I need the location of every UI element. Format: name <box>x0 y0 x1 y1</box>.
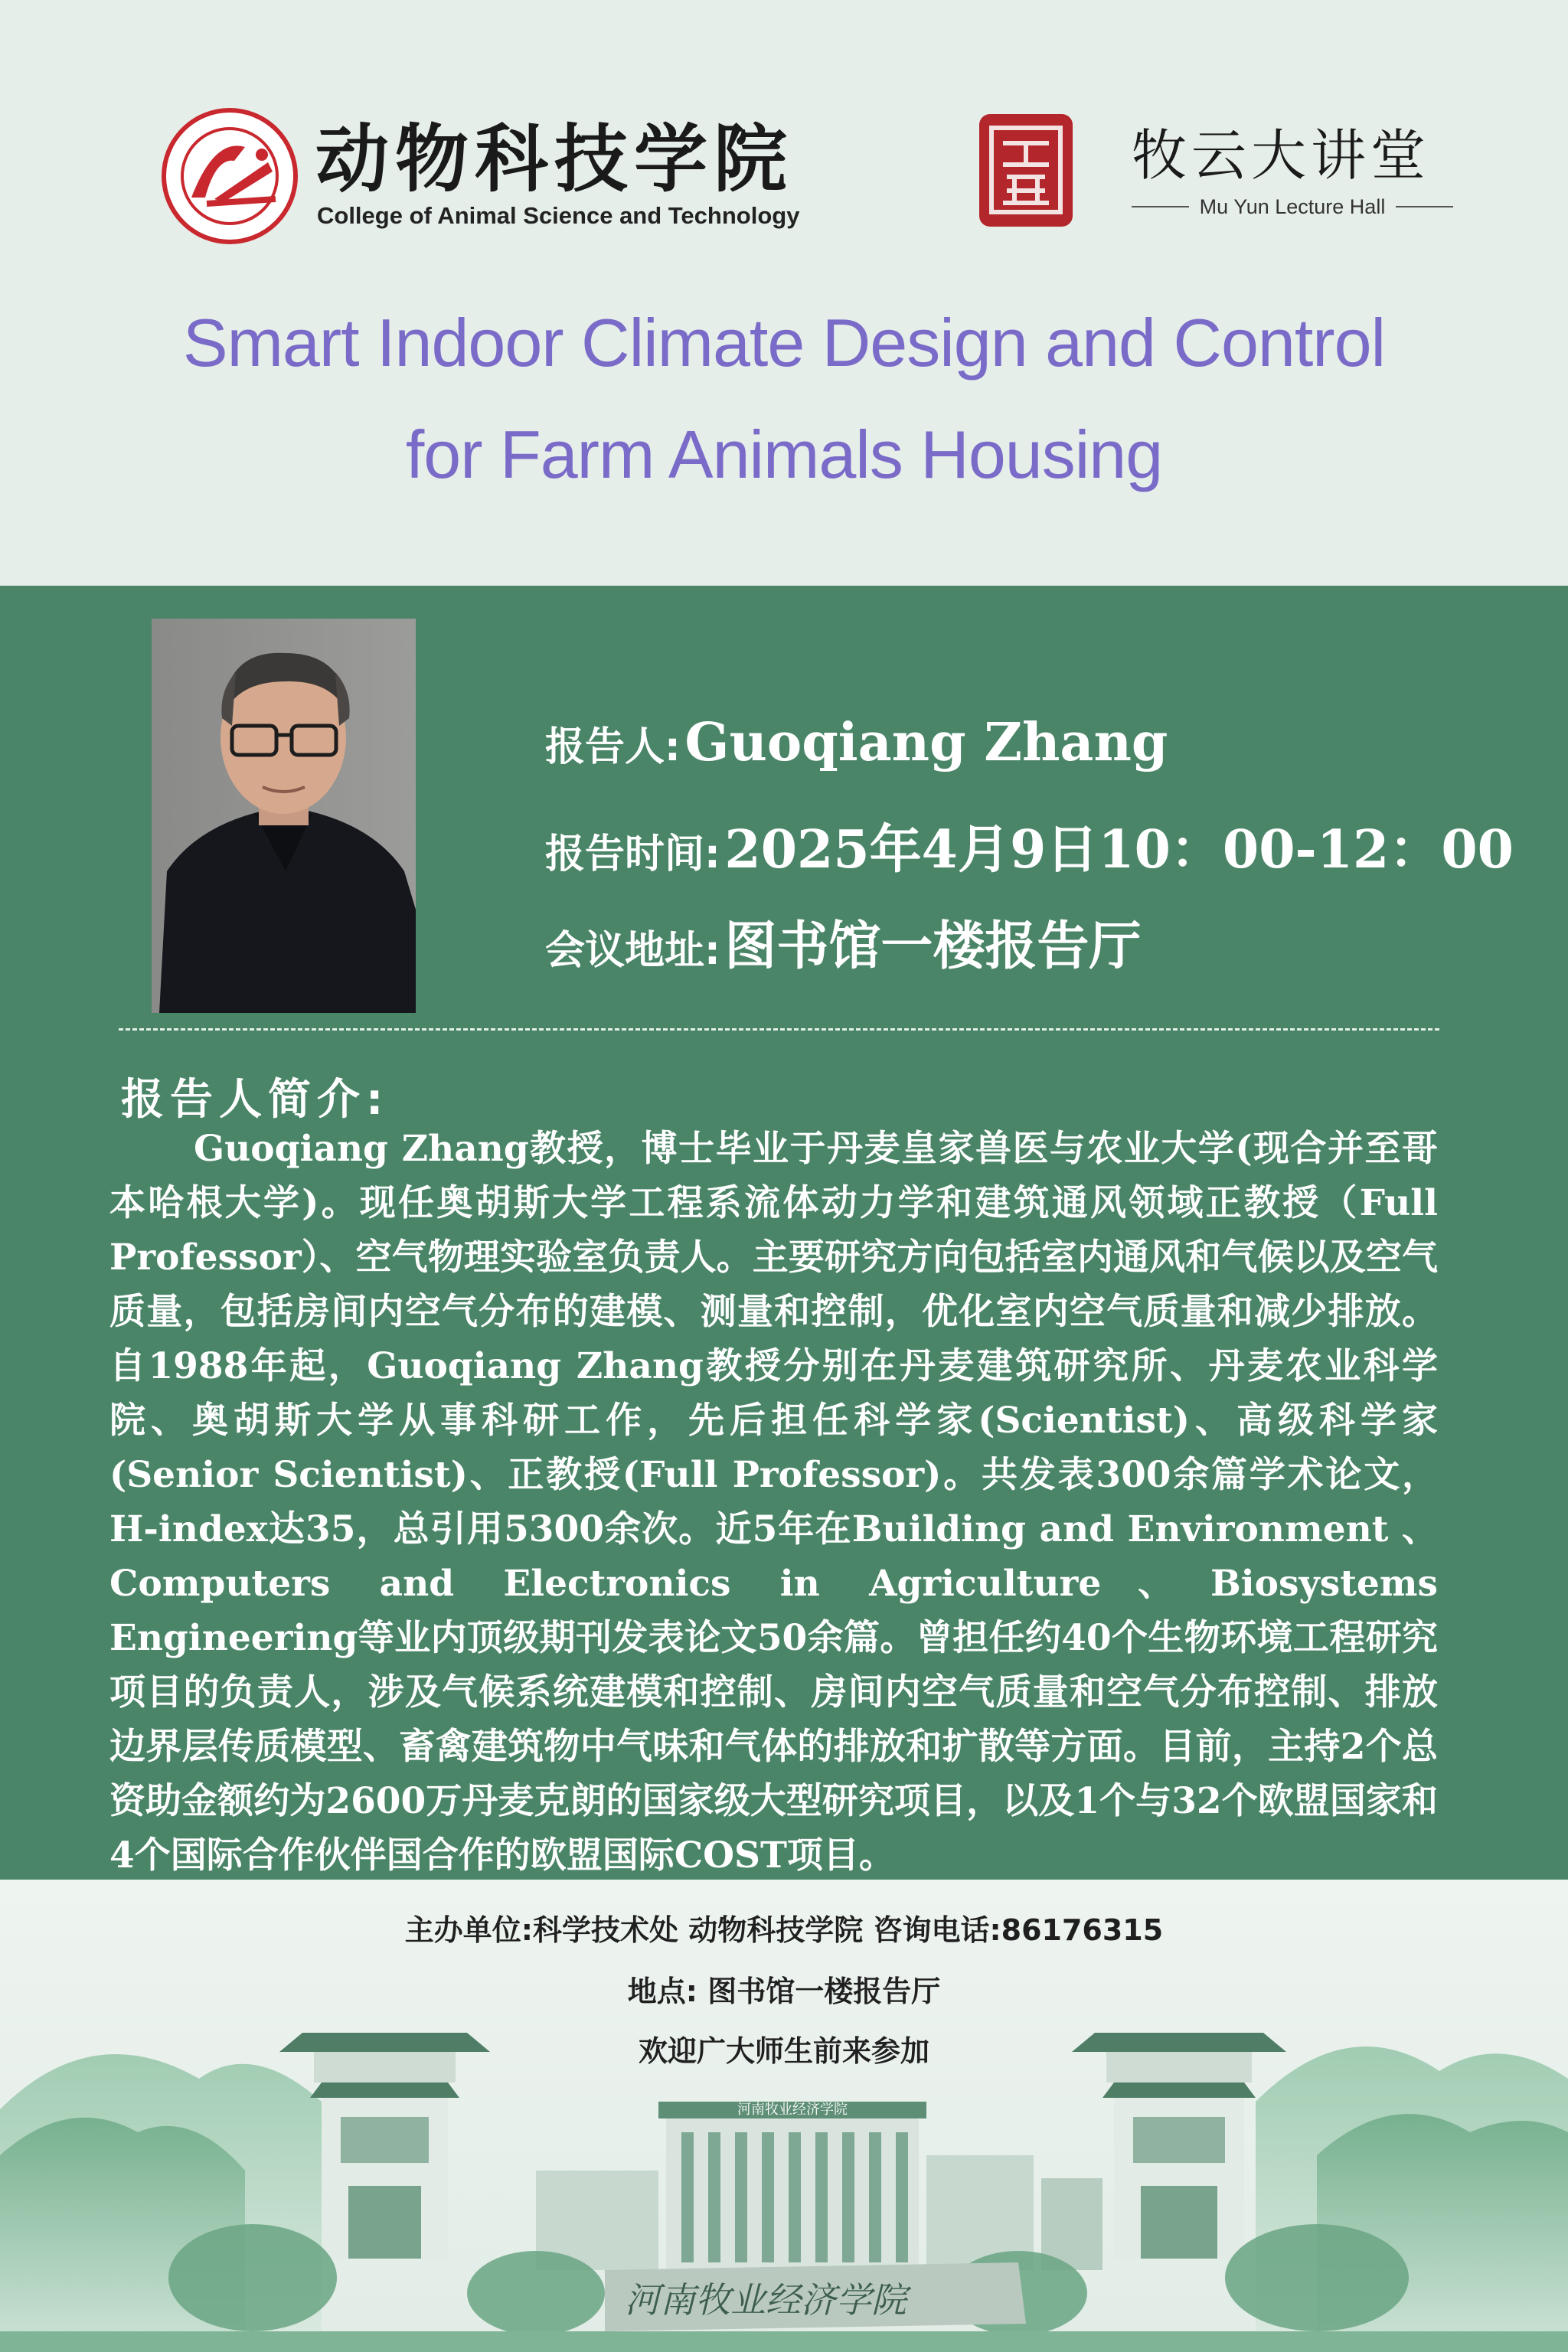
bio-heading: 报告人简介: <box>121 1075 390 1125</box>
speaker-row <box>545 712 1168 773</box>
speaker-label: 报告人: <box>545 724 681 770</box>
footer-location: 地点: 图书馆一楼报告厅 <box>627 1975 941 2008</box>
welcome-line: 欢迎广大师生前来参加 <box>638 2034 929 2068</box>
poster-header <box>0 0 1568 586</box>
speaker-name: Guoqiang Zhang <box>684 712 1168 773</box>
lecture-hall-label-en: Mu Yun Lecture Hall <box>1199 194 1386 218</box>
speaker-portrait-image <box>152 619 416 1013</box>
divider-line <box>1396 206 1453 207</box>
lecture-hall-name-en <box>1132 191 1453 222</box>
time-label: 报告时间: <box>545 831 720 877</box>
venue-label: 会议地址: <box>545 928 720 974</box>
lecture-hall-seal-logo <box>976 111 1076 230</box>
lecture-title-line-1: Smart Indoor Climate Design and Control <box>182 305 1386 381</box>
college-logo <box>161 107 299 245</box>
time-row <box>545 808 1514 883</box>
lecture-title <box>77 287 1491 511</box>
lecture-hall-name-cn: 牧云大讲堂 <box>1132 123 1431 188</box>
organizer-line: 主办单位:科学技术处 动物科技学院 咨询电话:86176315 <box>404 1913 1164 1947</box>
divider-line <box>1132 206 1189 207</box>
college-name-en: College of Animal Science and Technology <box>317 202 800 229</box>
venue-row <box>545 905 1141 979</box>
dashed-divider <box>119 1028 1439 1031</box>
speaker-photo <box>152 619 416 1013</box>
campus-gate-illustration <box>0 1880 1568 2352</box>
venue-value: 图书馆一楼报告厅 <box>724 916 1142 977</box>
building-sign: 河南牧业经济学院 <box>737 2102 848 2118</box>
lecture-title-line-2: for Farm Animals Housing <box>405 416 1163 492</box>
gate-inscription: 河南牧业经济学院 <box>625 2279 906 2321</box>
college-name-cn: 动物科技学院 <box>315 116 793 202</box>
time-value: 2025年4月9日10：00-12：00 <box>724 819 1514 880</box>
bio-paragraph: Guoqiang Zhang教授，博士毕业于丹麦皇家兽医与农业大学(现合并至哥本哈根大学)。现任奥胡斯大学工程系流体动力学和建筑通风领域正教授（Full Professor）、空气物理实验室负责人。主要研究方向包括室内通风和气候以及空气质量，包括房间内空气分布的建模、测量和控制，优化室内空气质量和减少排放。自1988年起，Guoqiang Zhang教授分别在丹麦建筑研究所、丹麦农业科学院、奥胡斯大学从事科研工作，先后担任科学家(Scientist)、高级科学家(Senior Scientist)、正教授(Full Professor)。共发表300余篇学术论文，H-index达35，总引用5300余次。近5年在Building and Environment 、Computers and Electronics in Agriculture、Biosystems Engineering等业内顶级期刊发表论文50余篇。曾担任约40个生物环境工程研究项目的负责人，涉及气候系统建模和控制、房间内空气质量和空气分布控制、排放边界层传质模型、畜禽建筑物中气味和气体的排放和扩散等方面。目前，主持2个总资助金额约为2600万丹麦克朗的国家级大型研究项目，以及1个与32个欧盟国家和4个国际合作伙伴国合作的欧盟国际COST项目。 <box>109 1128 1438 1877</box>
